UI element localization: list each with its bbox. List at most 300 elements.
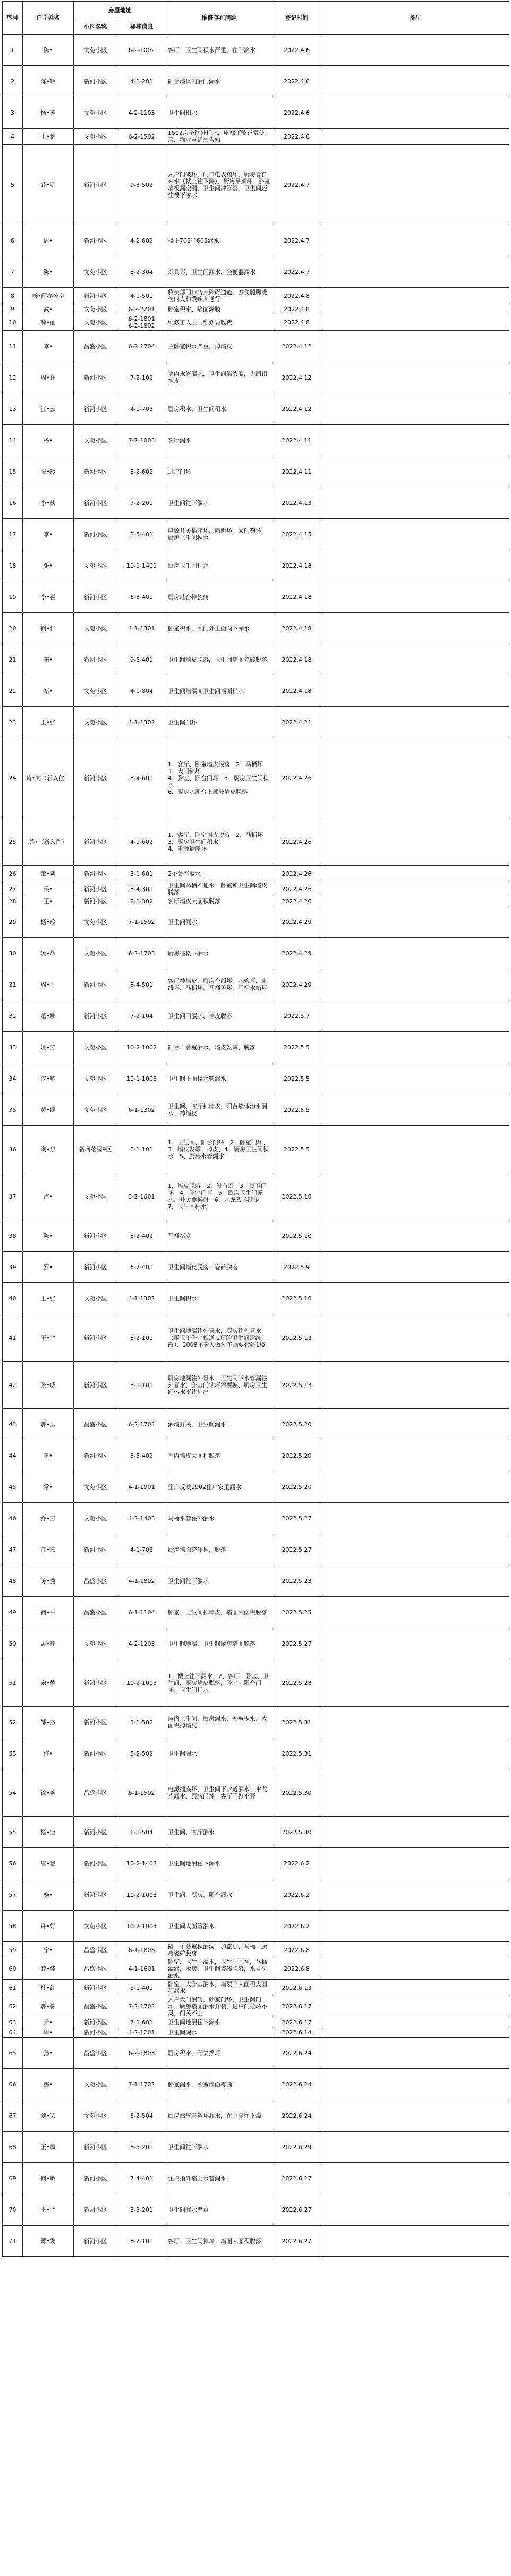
row-building: 4-1-1301 — [117, 613, 166, 644]
col-issue: 维修存在问题 — [166, 2, 272, 35]
row-issue: 卫生间往下漏水 — [166, 2132, 272, 2163]
row-issue: 厨房往楼下漏水 — [166, 938, 272, 969]
row-community: 新河小区 — [74, 1220, 117, 1252]
row-owner: 吴• — [23, 882, 74, 896]
row-date: 2022.4.7 — [272, 145, 321, 225]
row-owner: 何•敏 — [23, 2163, 74, 2194]
row-remark — [321, 2100, 509, 2132]
row-issue: 卧室积水，大门外上面向下渗水 — [166, 613, 272, 644]
table-row — [3, 97, 509, 129]
row-owner: 杨• — [23, 425, 74, 456]
row-remark — [321, 969, 509, 1000]
row-issue: 卫生间漏水严重 — [166, 2194, 272, 2226]
row-building: 4-2-1203 — [117, 1628, 166, 1659]
row-community: 新河小区 — [74, 1738, 117, 1769]
row-seq: 18 — [3, 550, 23, 581]
table-row — [3, 938, 509, 969]
row-building: 9-3-502 — [117, 145, 166, 225]
row-community: 新河小区 — [74, 1707, 117, 1738]
row-owner: 陈• — [23, 256, 74, 288]
row-community: 文苑小区 — [74, 1628, 117, 1659]
row-issue: 阳台墙体内漏门漏水 — [166, 66, 272, 97]
row-remark — [321, 1738, 509, 1769]
row-community: 昌盛小区 — [74, 1769, 117, 1817]
row-remark — [321, 331, 509, 362]
row-issue: 卫生间地漏、卫生间厨房墙面脱落 — [166, 1628, 272, 1659]
row-building: 6-2-1704 — [117, 331, 166, 362]
row-date: 2022.6.14 — [272, 2027, 321, 2038]
row-date: 2022.6.24 — [272, 2100, 321, 2132]
row-building: 3-1-101 — [117, 1362, 166, 1409]
table-row — [3, 1565, 509, 1597]
row-building: 6-2-1502 — [117, 129, 166, 145]
row-owner: 陈•玲 — [23, 66, 74, 97]
row-owner: 何•平 — [23, 1597, 74, 1628]
row-seq: 6 — [3, 225, 23, 256]
row-owner: 张•玲 — [23, 456, 74, 487]
row-community: 文苑小区 — [74, 1503, 117, 1534]
row-date: 2022.5.5 — [272, 1032, 321, 1063]
row-issue: 卫生间门坏 — [166, 707, 272, 738]
row-date: 2022.5.31 — [272, 1738, 321, 1769]
row-issue: 卫生间往下漏水 — [166, 1565, 272, 1597]
row-issue: 卫生间墙皮脱落，卫生间墙面瓷砖脱落 — [166, 644, 272, 675]
row-issue: 卧室漏水，卧室墙面霉菌 — [166, 2069, 272, 2100]
row-building: 6-3-401 — [117, 581, 166, 613]
row-community: 文苑小区 — [74, 1063, 117, 1094]
row-date: 2022.4.26 — [272, 896, 321, 906]
row-remark — [321, 519, 509, 550]
row-owner: 汉•鲍 — [23, 1063, 74, 1094]
row-remark — [321, 581, 509, 613]
table-row — [3, 1283, 509, 1314]
row-issue: 室内墙皮大面积脱落 — [166, 1440, 272, 1471]
row-issue: 卫生间地漏往下漏水 — [166, 2017, 272, 2027]
row-date: 2022.6.27 — [272, 2226, 321, 2257]
row-remark — [321, 97, 509, 129]
row-community: 新河小区 — [74, 818, 117, 866]
row-owner: 周•祥 — [23, 362, 74, 393]
row-building: 4-1-602 — [117, 818, 166, 866]
table-row — [3, 2100, 509, 2132]
table-row — [3, 1942, 509, 1958]
row-building: 4-1-501 — [117, 288, 166, 304]
row-issue: 卫生间漏水 — [166, 906, 272, 938]
row-building: 10-1-1003 — [117, 1063, 166, 1094]
row-owner: 武• — [23, 304, 74, 314]
row-owner: 王•兰 — [23, 1314, 74, 1362]
row-remark — [321, 66, 509, 97]
row-community: 新河小区 — [74, 2017, 117, 2027]
row-community: 新河小区 — [74, 1980, 117, 1996]
table-row — [3, 1440, 509, 1471]
row-owner: 徐•莉 — [23, 1769, 74, 1817]
row-date: 2022.5.5 — [272, 1063, 321, 1094]
table-row — [3, 1769, 509, 1817]
row-issue: 厨房积水，开关损坏 — [166, 2038, 272, 2069]
row-seq: 9 — [3, 304, 23, 314]
row-building: 6-2-1803 — [117, 2038, 166, 2069]
row-owner: 宋•德 — [23, 1659, 74, 1707]
row-remark — [321, 288, 509, 304]
row-date: 2022.4.29 — [272, 969, 321, 1000]
table-row — [3, 2027, 509, 2038]
row-remark — [321, 1942, 509, 1958]
row-community: 昌盛小区 — [74, 2038, 117, 2069]
row-community: 文苑小区 — [74, 314, 117, 331]
row-building: 4-1-1302 — [117, 1283, 166, 1314]
row-date: 2022.4.15 — [272, 519, 321, 550]
row-owner: 王•张 — [23, 1283, 74, 1314]
row-community: 新河小区 — [74, 882, 117, 896]
row-seq: 40 — [3, 1283, 23, 1314]
row-date: 2022.5.25 — [272, 1597, 321, 1628]
row-issue: 漏墙开关，卫生间漏水 — [166, 1409, 272, 1440]
row-seq: 1 — [3, 35, 23, 66]
row-date: 2022.6.29 — [272, 2132, 321, 2163]
row-issue: 卫生间漏水 — [166, 2027, 272, 2038]
row-seq: 27 — [3, 882, 23, 896]
row-seq: 12 — [3, 362, 23, 393]
table-row — [3, 1911, 509, 1942]
row-date: 2022.5.10 — [272, 1173, 321, 1220]
row-seq: 34 — [3, 1063, 23, 1094]
row-issue: 卫生间地漏往外冒水，厨房往外冒水（厨卫于卧室相通 2厅的卫生间需统改）、2008年老人做过车祸要转到1楼 — [166, 1314, 272, 1362]
row-seq: 59 — [3, 1942, 23, 1958]
row-remark — [321, 314, 509, 331]
row-issue: 进户门坏 — [166, 456, 272, 487]
row-remark — [321, 256, 509, 288]
table-header — [3, 2, 509, 35]
row-remark — [321, 2163, 509, 2194]
row-date: 2022.4.8 — [272, 304, 321, 314]
table-row — [3, 644, 509, 675]
row-remark — [321, 1707, 509, 1738]
row-issue: 厨房积水，卫生间积水 — [166, 393, 272, 425]
row-building: 4-2-1201 — [117, 2027, 166, 2038]
row-remark — [321, 1996, 509, 2017]
row-issue: 卧室积水、墙面漏膜 — [166, 304, 272, 314]
row-remark — [321, 1980, 509, 1996]
row-issue: 卫生间墙皮脱落、瓷砖脱落 — [166, 1252, 272, 1283]
row-building: 8-2-602 — [117, 456, 166, 487]
row-owner: 姚•芳 — [23, 1032, 74, 1063]
row-issue: 卫生间积水 — [166, 97, 272, 129]
row-seq: 11 — [3, 331, 23, 362]
row-seq: 32 — [3, 1000, 23, 1032]
row-building: 8-4-301 — [117, 882, 166, 896]
table-row — [3, 2163, 509, 2194]
row-seq: 28 — [3, 896, 23, 906]
row-remark — [321, 393, 509, 425]
row-building: 10-2-1003 — [117, 1659, 166, 1707]
row-date: 2022.6.27 — [272, 2194, 321, 2226]
row-community: 文苑小区 — [74, 425, 117, 456]
row-seq: 15 — [3, 456, 23, 487]
row-seq: 65 — [3, 2038, 23, 2069]
row-owner: 尹• — [23, 2017, 74, 2027]
row-building: 7-2-201 — [117, 487, 166, 519]
row-owner: 张•威 — [23, 1362, 74, 1409]
row-owner: 罗• — [23, 1252, 74, 1283]
row-community: 昌盛小区 — [74, 331, 117, 362]
table-row — [3, 456, 509, 487]
row-owner: 薛•明 — [23, 145, 74, 225]
col-community: 小区名称 — [74, 19, 117, 35]
table-row — [3, 550, 509, 581]
row-owner: 杨• — [23, 1879, 74, 1911]
row-building: 10-2-1403 — [117, 1848, 166, 1879]
row-seq: 25 — [3, 818, 23, 866]
row-community: 文苑小区 — [74, 906, 117, 938]
row-community: 文苑小区 — [74, 1471, 117, 1503]
row-date: 2022.4.8 — [272, 288, 321, 304]
row-seq: 51 — [3, 1659, 23, 1707]
table-row — [3, 1094, 509, 1126]
row-seq: 57 — [3, 1879, 23, 1911]
row-owner: 卢• — [23, 1173, 74, 1220]
row-community: 昌盛小区 — [74, 1409, 117, 1440]
row-seq: 64 — [3, 2027, 23, 2038]
table-row — [3, 2038, 509, 2069]
row-seq: 26 — [3, 866, 23, 882]
row-remark — [321, 487, 509, 519]
row-remark — [321, 1628, 509, 1659]
row-owner: 刘•芸 — [23, 2100, 74, 2132]
row-issue: 隔一个卧室积漏洞、加盖层、马桶、厨房瓷砖脱落 — [166, 1942, 272, 1958]
row-remark — [321, 1314, 509, 1362]
row-building: 8-4-601 — [117, 738, 166, 818]
row-owner: 褚• — [23, 675, 74, 707]
table-row — [3, 818, 509, 866]
row-issue: 主卧室积水严重，掉墙皮 — [166, 331, 272, 362]
row-seq: 50 — [3, 1628, 23, 1659]
row-date: 2022.4.12 — [272, 393, 321, 425]
row-remark — [321, 1958, 509, 1980]
row-community: 新河花园9区 — [74, 1126, 117, 1173]
row-owner: 许•好 — [23, 1911, 74, 1942]
row-seq: 54 — [3, 1769, 23, 1817]
row-owner: 董•娜 — [23, 1000, 74, 1032]
row-issue: 灯具坏、卫生间漏水、坐便器漏水 — [166, 256, 272, 288]
table-row — [3, 1879, 509, 1911]
row-seq: 2 — [3, 66, 23, 97]
row-seq: 22 — [3, 675, 23, 707]
row-community: 新河小区 — [74, 2027, 117, 2038]
row-community: 新河小区 — [74, 1440, 117, 1471]
table-row — [3, 256, 509, 288]
row-building: 10-2-1003 — [117, 1879, 166, 1911]
row-issue: 厨房墙面瓷砖掉、脱落 — [166, 1534, 272, 1565]
row-issue: 厨房地漏往外冒水、卫生间下水管漏往外冒水、卧室门锁坏需要换、厨房卫生间热水不往外出 — [166, 1362, 272, 1409]
row-owner: 苏•（新入住） — [23, 818, 74, 866]
row-building: 6-1-504 — [117, 1817, 166, 1848]
row-date: 2022.6.24 — [272, 2069, 321, 2100]
row-owner: 郝•玉 — [23, 1409, 74, 1440]
row-issue: 卫生间积水 — [166, 1283, 272, 1314]
row-building: 6-2-1703 — [117, 938, 166, 969]
row-seq: 38 — [3, 1220, 23, 1252]
table-row — [3, 1738, 509, 1769]
row-date: 2022.4.7 — [272, 225, 321, 256]
row-date: 2022.5.27 — [272, 1628, 321, 1659]
row-remark — [321, 896, 509, 906]
row-seq: 67 — [3, 2100, 23, 2132]
row-seq: 7 — [3, 256, 23, 288]
row-seq: 42 — [3, 1362, 23, 1409]
row-seq: 66 — [3, 2069, 23, 2100]
row-date: 2022.6.8 — [272, 1958, 321, 1980]
row-remark — [321, 906, 509, 938]
row-remark — [321, 129, 509, 145]
row-date: 2022.6.13 — [272, 1980, 321, 1996]
table-row — [3, 66, 509, 97]
row-seq: 36 — [3, 1126, 23, 1173]
row-date: 2022.5.28 — [272, 1659, 321, 1707]
row-remark — [321, 550, 509, 581]
row-building: 6-2-1702 — [117, 1409, 166, 1440]
row-building: 4-1-703 — [117, 393, 166, 425]
row-building: 2-1-302 — [117, 896, 166, 906]
row-building: 7-2-1702 — [117, 1996, 166, 2017]
row-date: 2022.4.21 — [272, 707, 321, 738]
row-seq: 23 — [3, 707, 23, 738]
row-seq: 43 — [3, 1409, 23, 1440]
row-seq: 47 — [3, 1534, 23, 1565]
row-issue: 住户指外墙上水管漏水 — [166, 2163, 272, 2194]
row-building: 4-1-804 — [117, 675, 166, 707]
row-owner: 黄•媛 — [23, 1094, 74, 1126]
table-row — [3, 1000, 509, 1032]
row-remark — [321, 2069, 509, 2100]
row-issue: 马桶水管往外漏水 — [166, 1503, 272, 1534]
row-owner: 杨•宝 — [23, 1817, 74, 1848]
row-seq: 3 — [3, 97, 23, 129]
row-building: 10-1-1401 — [117, 550, 166, 581]
table-row — [3, 129, 509, 145]
row-remark — [321, 1471, 509, 1503]
table-row — [3, 738, 509, 818]
col-owner: 户主姓名 — [23, 2, 74, 35]
row-remark — [321, 1126, 509, 1173]
row-community: 新河小区 — [74, 644, 117, 675]
row-building: 3-1-601 — [117, 866, 166, 882]
row-community: 新河小区 — [74, 2226, 117, 2257]
row-remark — [321, 2017, 509, 2027]
row-date: 2022.5.9 — [272, 1252, 321, 1283]
row-issue: 卫生间大面管漏水 — [166, 1911, 272, 1942]
row-date: 2022.6.2 — [272, 1911, 321, 1942]
row-date: 2022.4.8 — [272, 314, 321, 331]
row-owner: 乔•芳 — [23, 1503, 74, 1534]
row-date: 2022.5.20 — [272, 1409, 321, 1440]
row-community: 新河小区 — [74, 1534, 117, 1565]
row-community: 文苑小区 — [74, 707, 117, 738]
row-owner: 王•张 — [23, 707, 74, 738]
row-owner: 常• — [23, 1471, 74, 1503]
row-community: 昌盛小区 — [74, 1597, 117, 1628]
row-community: 新河小区 — [74, 1314, 117, 1362]
row-building: 6-1-1104 — [117, 1597, 166, 1628]
row-building: 6-2-401 — [117, 1252, 166, 1283]
row-issue: 厨房卫生间积水 — [166, 550, 272, 581]
row-remark — [321, 145, 509, 225]
row-owner: 何•仁 — [23, 613, 74, 644]
row-owner: 郝• — [23, 2069, 74, 2100]
row-community: 文苑小区 — [74, 129, 117, 145]
row-issue: 客厅漏水 — [166, 425, 272, 456]
row-date: 2022.6.8 — [272, 1942, 321, 1958]
row-building: 4-2-602 — [117, 225, 166, 256]
row-owner: 邹•杰 — [23, 1707, 74, 1738]
row-remark — [321, 882, 509, 896]
row-issue: 1502房子往外积水，电梯不能正常使用，物业电话未告知 — [166, 129, 272, 145]
col-building: 楼栋信息 — [117, 19, 166, 35]
row-seq: 35 — [3, 1094, 23, 1126]
row-issue: 卫生间地漏往下漏水 — [166, 1848, 272, 1879]
row-remark — [321, 1283, 509, 1314]
row-issue: 卫生间上面楼水管漏水 — [166, 1063, 272, 1094]
table-row — [3, 707, 509, 738]
row-owner: 杨•玲 — [23, 906, 74, 938]
row-owner: 姚•辉 — [23, 938, 74, 969]
row-owner: 李• — [23, 519, 74, 550]
row-date: 2022.5.10 — [272, 1220, 321, 1252]
row-seq: 52 — [3, 1707, 23, 1738]
row-date: 2022.4.18 — [272, 550, 321, 581]
row-building: 5-2-502 — [117, 1738, 166, 1769]
row-issue: 卧室、卫生间漏水，卫生间门掉，马桶漏漏，厨房、卫生间瓷砖脱落，水龙头漏水 — [166, 1958, 272, 1980]
row-date: 2022.4.18 — [272, 581, 321, 613]
row-building: 9-5-401 — [117, 644, 166, 675]
table-row — [3, 314, 509, 331]
row-building: 4-1-201 — [117, 66, 166, 97]
table-row — [3, 425, 509, 456]
row-building: 4-1-1601 — [117, 1958, 166, 1980]
row-date: 2022.5.20 — [272, 1471, 321, 1503]
row-date: 2022.4.29 — [272, 938, 321, 969]
row-seq: 56 — [3, 1848, 23, 1879]
row-remark — [321, 1032, 509, 1063]
row-remark — [321, 1173, 509, 1220]
row-issue: 1、墙皮脱落 2、没有灯 3、厨卫门坏 4、卧室门坏 5、厨房卫生间无水、开关要换修 6、水龙头坏缺少 7、卫生间积水 — [166, 1173, 272, 1220]
row-owner: 宋• — [23, 644, 74, 675]
row-issue: 入户大门漏砖，卧室门坏，卫生间门坏，厨房墙面漏水开裂，进户门拉坏不灵，门关不上 — [166, 1996, 272, 2017]
table-row — [3, 581, 509, 613]
row-seq: 41 — [3, 1314, 23, 1362]
row-seq: 30 — [3, 938, 23, 969]
row-remark — [321, 738, 509, 818]
row-building: 6-1-1302 — [117, 1094, 166, 1126]
row-remark — [321, 362, 509, 393]
row-seq: 68 — [3, 2132, 23, 2163]
col-address-group: 房屋地址 — [74, 2, 166, 19]
row-seq: 10 — [3, 314, 23, 331]
row-community: 新河小区 — [74, 969, 117, 1000]
row-building: 3-1-502 — [117, 1707, 166, 1738]
row-community: 新河小区 — [74, 393, 117, 425]
row-building: 4-1-703 — [117, 1534, 166, 1565]
row-remark — [321, 1503, 509, 1534]
row-community: 新河小区 — [74, 487, 117, 519]
row-owner: 孙• — [23, 2038, 74, 2069]
row-building: 10-2-1002 — [117, 1032, 166, 1063]
row-remark — [321, 1659, 509, 1707]
table-row — [3, 1220, 509, 1252]
row-issue: 2个卧室漏水 — [166, 866, 272, 882]
row-seq: 62 — [3, 1996, 23, 2017]
row-remark — [321, 1094, 509, 1126]
